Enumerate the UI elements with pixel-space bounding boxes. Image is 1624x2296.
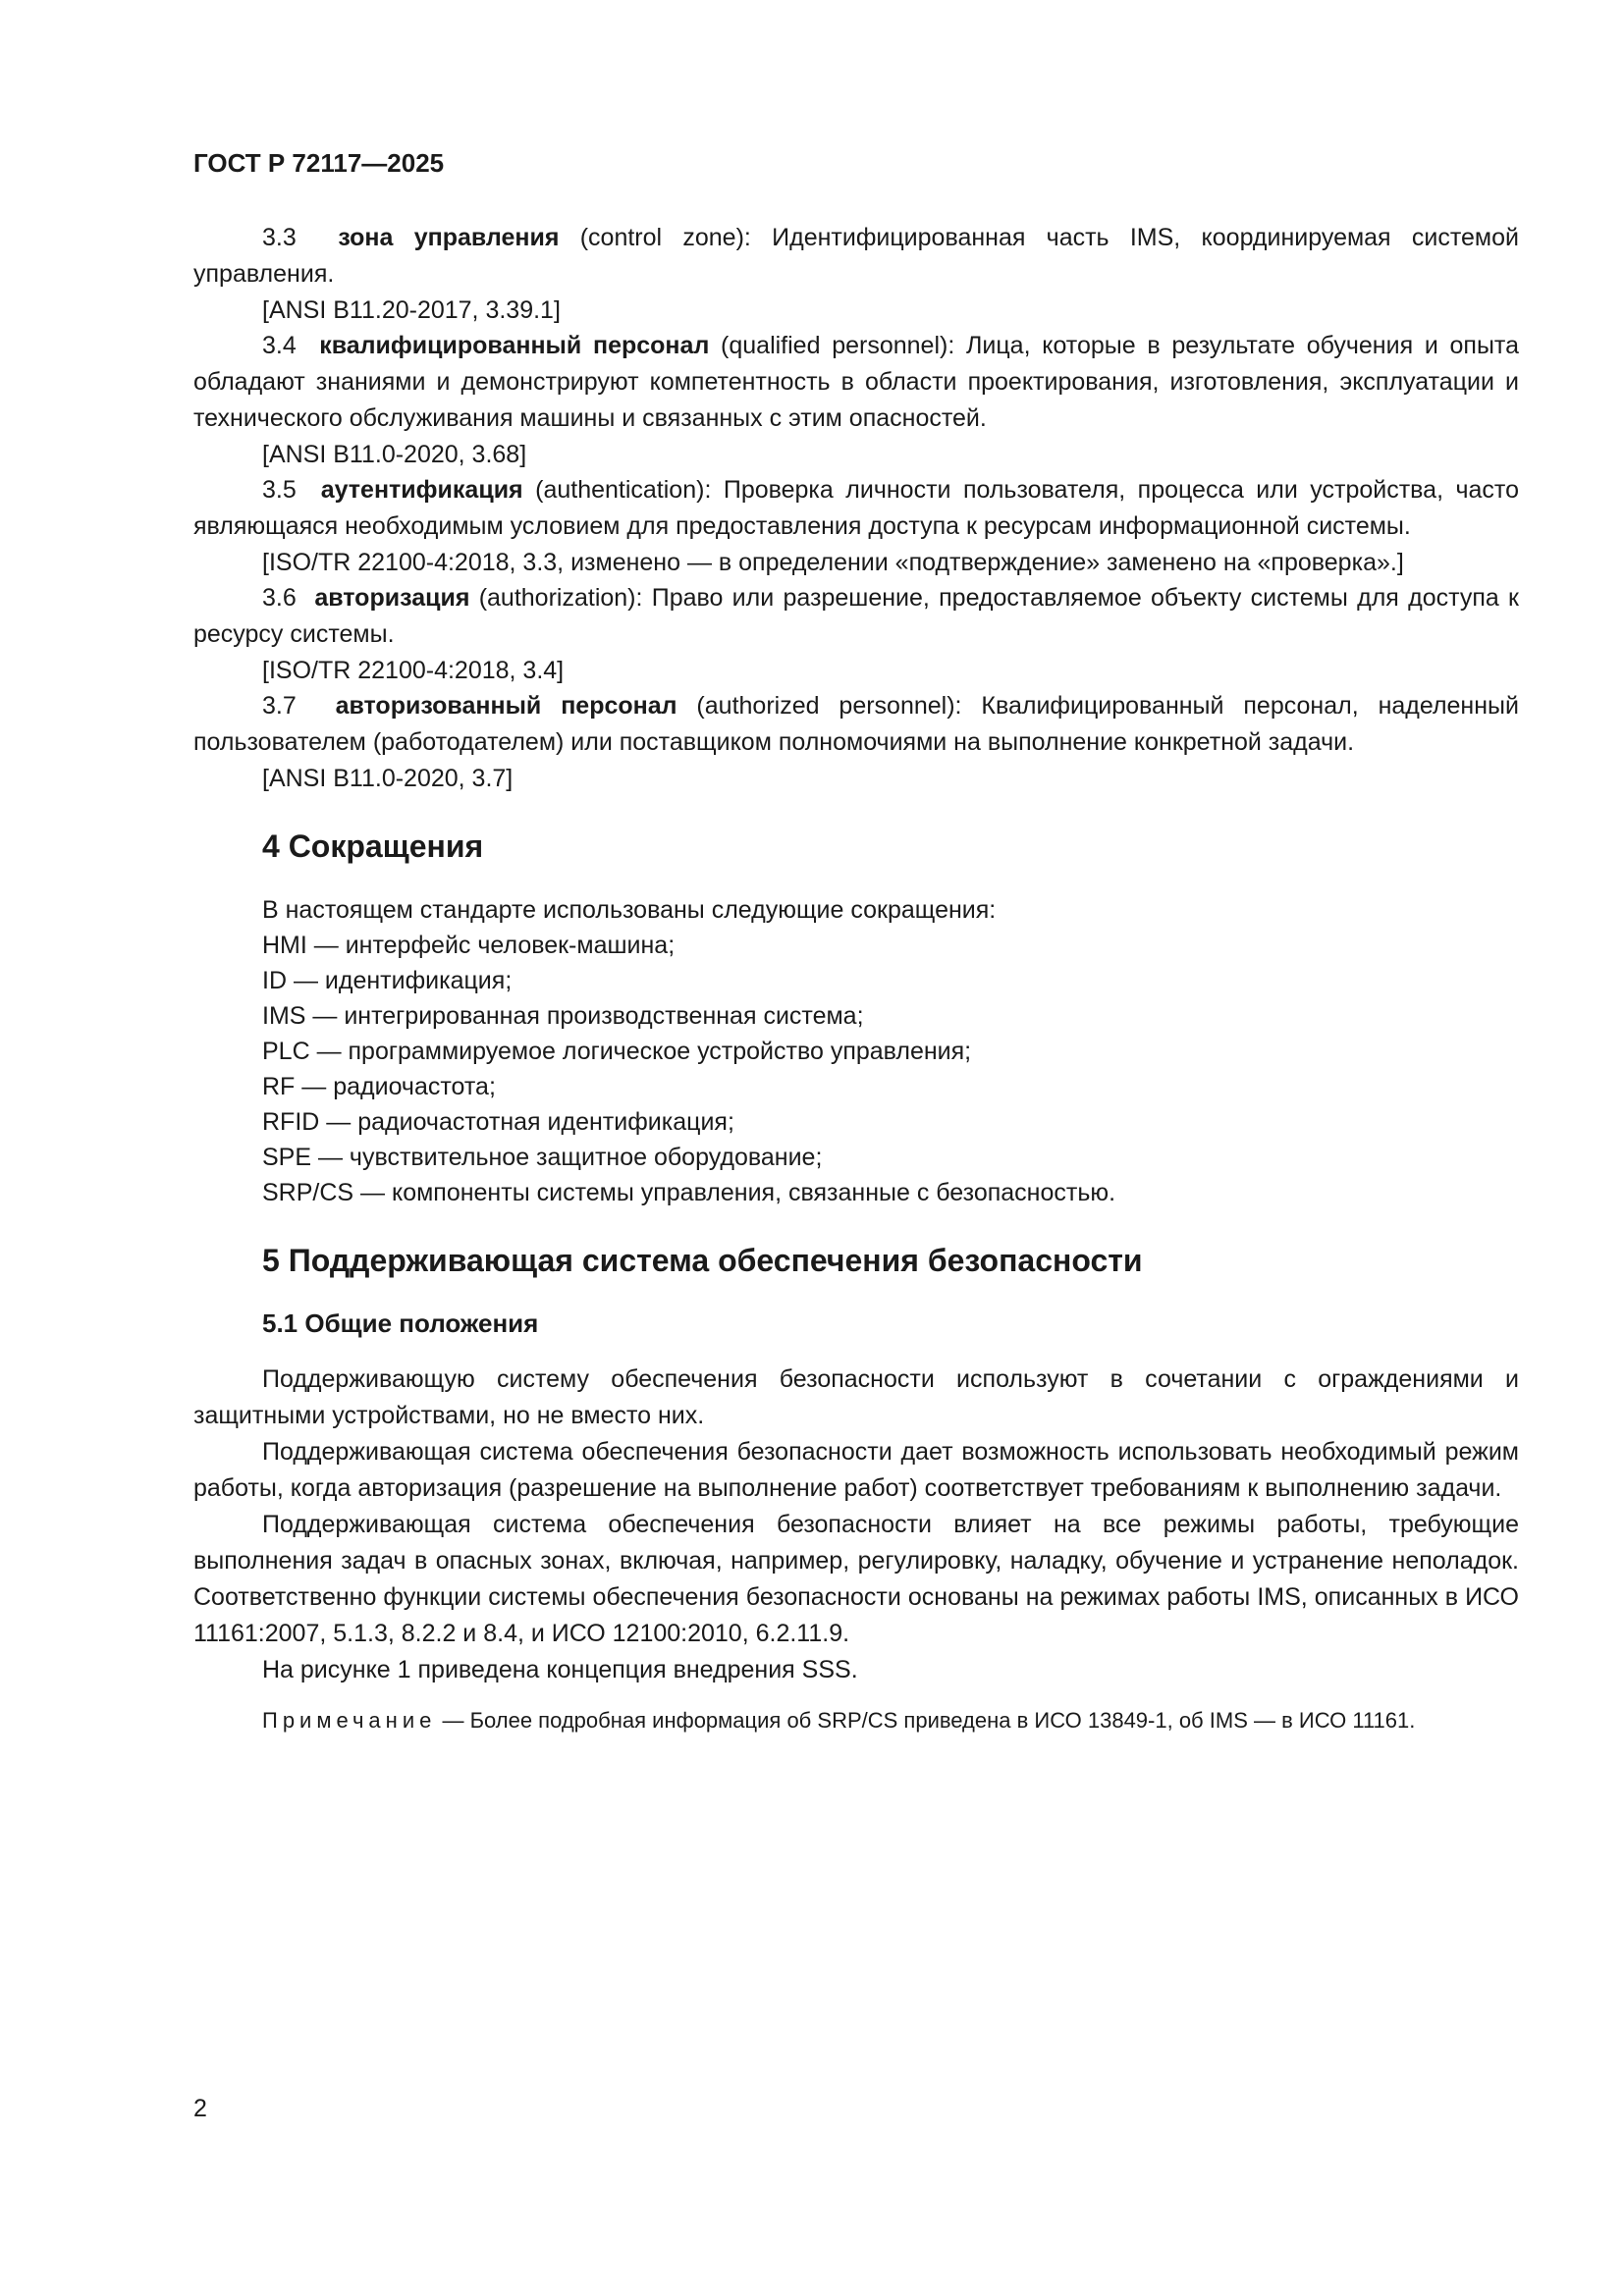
abbreviation-item: SRP/CS — компоненты системы управления, связанные с безопасностью. xyxy=(262,1179,1116,1206)
paragraph: Поддерживающая система обеспечения безопасности влияет на все режимы работы, требующие выполнения задач в опасных зонах, включая, например, регулировку, наладку, обучение и устранение неполадок. Соответственно функции системы обеспечения безопасности основаны на режимах работы IMS, описанных в ИСО 11161:2007, 5.1.3, 8.2.2 и 8.4, и ИСО 12100:2010, 6.2.11.9. xyxy=(193,1511,1519,1647)
term-3-7: 3.7 авторизованный персонал (authorized personnel): Квалифицированный персонал, наделенный пользователем (работодателем) или поставщиком полномочиями на выполнение конкретной задачи. xyxy=(193,692,1519,756)
term-title: квалифицированный персонал xyxy=(319,332,710,359)
abbreviation-item: SPE — чувствительное защитное оборудование; xyxy=(262,1144,823,1171)
term-title: авторизация xyxy=(314,584,470,612)
term-3-4: 3.4 квалифицированный персонал (qualified personnel): Лица, которые в результате обучения и опыта обладают знаниями и демонстрируют компетентность в области проектирования, изготовления, эксплуатации и технического обслуживания машины и связанных с этим опасностей. xyxy=(193,332,1519,432)
term-reference: [ISO/TR 22100-4:2018, 3.3, изменено — в определении «подтверждение» заменено на «проверка».] xyxy=(262,549,1404,576)
term-title: зона управления xyxy=(338,224,560,251)
term-title: авторизованный персонал xyxy=(335,692,677,720)
abbreviation-item: IMS — интегрированная производственная система; xyxy=(262,1002,864,1030)
term-3-6: 3.6 авторизация (authorization): Право или разрешение, предоставляемое объекту системы для доступа к ресурсу системы. xyxy=(193,584,1519,648)
abbreviation-item: RF — радиочастота; xyxy=(262,1073,496,1100)
document-body xyxy=(193,220,1519,1737)
paragraph: На рисунке 1 приведена концепция внедрения SSS. xyxy=(262,1656,858,1683)
document-code-header: ГОСТ Р 72117—2025 xyxy=(193,148,445,178)
term-3-5: 3.5 аутентификация (authentication): Проверка личности пользователя, процесса или устройства, часто являющаяся необходимым условием для предоставления доступа к ресурсам информационной системы. xyxy=(193,476,1519,540)
term-reference: [ANSI B11.20-2017, 3.39.1] xyxy=(262,296,561,324)
section-4-heading: 4 Сокращения xyxy=(262,828,484,864)
note-label: Примечание xyxy=(262,1708,437,1733)
abbreviations-intro: В настоящем стандарте использованы следующие сокращения: xyxy=(262,896,997,924)
abbreviation-item: ID — идентификация; xyxy=(262,967,513,994)
abbreviations-list xyxy=(193,928,1519,1210)
note xyxy=(213,1704,1519,1737)
term-reference: [ISO/TR 22100-4:2018, 3.4] xyxy=(262,657,565,684)
page-number: 2 xyxy=(193,2095,207,2122)
term-reference: [ANSI B11.0-2020, 3.7] xyxy=(262,765,514,792)
subsection-5-1-heading: 5.1 Общие положения xyxy=(262,1308,539,1338)
paragraph: Поддерживающую систему обеспечения безопасности используют в сочетании с ограждениями и защитными устройствами, но не вместо них. xyxy=(193,1365,1519,1429)
term-3-3: 3.3 зона управления (control zone): Идентифицированная часть IMS, координируемая системой управления. xyxy=(193,224,1519,288)
note-text: — Более подробная информация об SRP/CS приведена в ИСО 13849-1, об IMS — в ИСО 11161. xyxy=(436,1708,1416,1733)
abbreviation-item: HMI — интерфейс человек-машина; xyxy=(262,932,676,959)
term-reference: [ANSI B11.0-2020, 3.68] xyxy=(262,441,527,468)
term-title: аутентификация xyxy=(320,476,523,504)
abbreviation-item: RFID — радиочастотная идентификация; xyxy=(262,1108,734,1136)
paragraph: Поддерживающая система обеспечения безопасности дает возможность использовать необходимый режим работы, когда авторизация (разрешение на выполнение работ) соответствует требованиям к выполнению задачи. xyxy=(193,1438,1519,1502)
section-5-heading: 5 Поддерживающая система обеспечения безопасности xyxy=(262,1243,1143,1278)
abbreviation-item: PLC — программируемое логическое устройство управления; xyxy=(262,1038,972,1065)
